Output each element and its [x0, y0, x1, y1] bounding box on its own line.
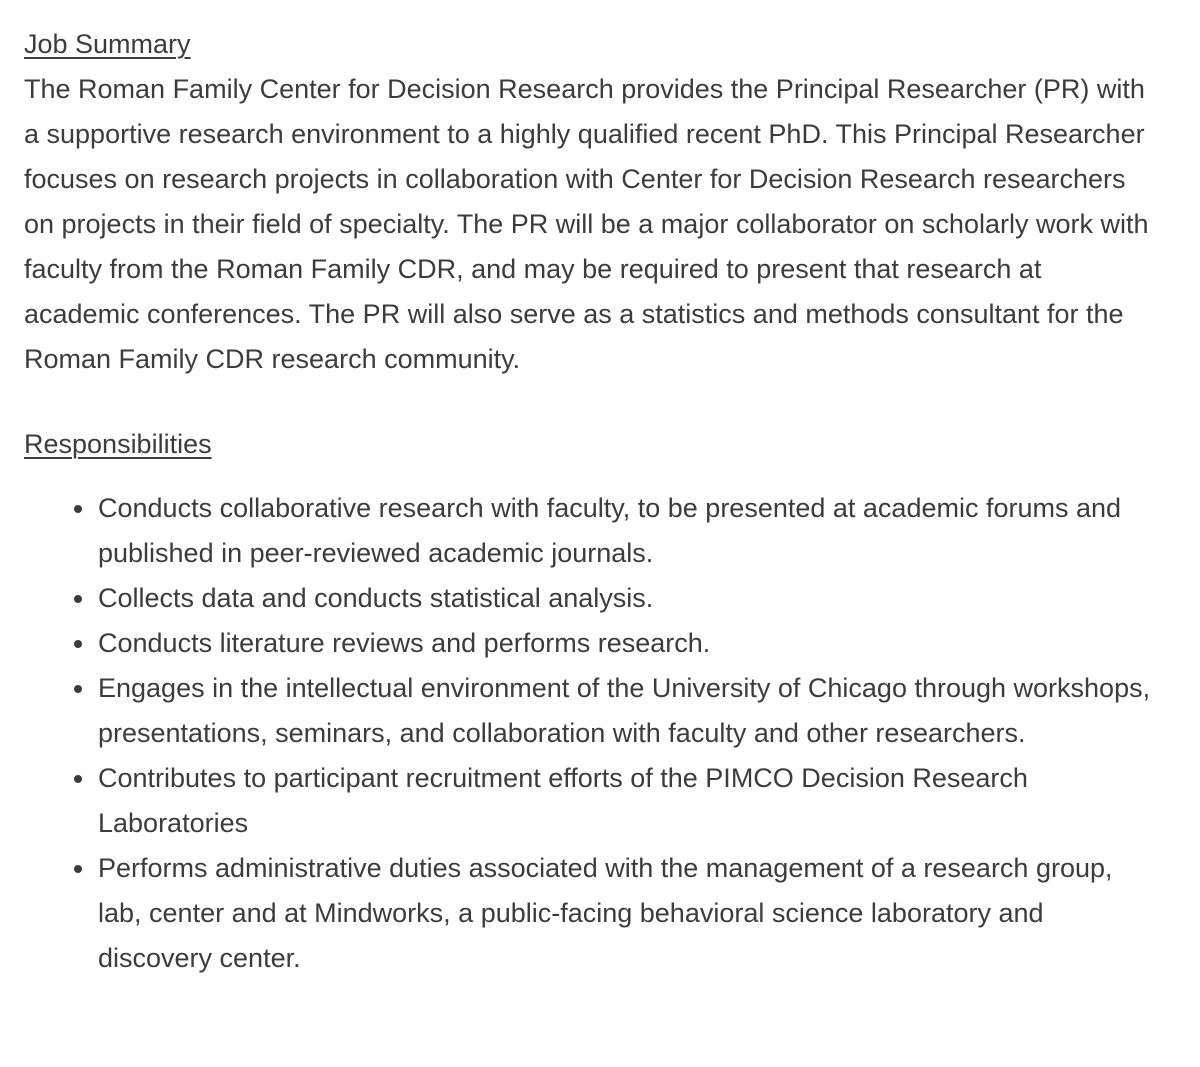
bullet-icon: [74, 595, 82, 603]
job-summary-section: [24, 22, 1160, 382]
list-item-text: Performs administrative duties associated with the management of a research group, lab, center and at Mindworks, a public-facing behavioral science laboratory and discovery center.: [98, 853, 1113, 973]
list-item: [24, 846, 1160, 981]
bullet-icon: [74, 505, 82, 513]
list-item: [24, 621, 1160, 666]
responsibilities-list: [24, 486, 1160, 981]
bullet-icon: [74, 775, 82, 783]
list-item: [24, 666, 1160, 756]
bullet-icon: [74, 685, 82, 693]
job-summary-paragraph: The Roman Family Center for Decision Research provides the Principal Researcher (PR) with a supportive research environment to a highly qualified recent PhD. This Principal Researcher focuses on research projects in collaboration with Center for Decision Research researchers on projects in their field of specialty. The PR will be a major collaborator on scholarly work with faculty from the Roman Family CDR, and may be required to present that research at academic conferences. The PR will also serve as a statistics and methods consultant for the Roman Family CDR research community.: [24, 74, 1149, 374]
job-summary-heading: Job Summary: [24, 29, 191, 59]
list-item-text: Conducts collaborative research with faculty, to be presented at academic forums and published in peer-reviewed academic journals.: [98, 493, 1122, 568]
bullet-icon: [74, 865, 82, 873]
responsibilities-heading: Responsibilities: [24, 429, 212, 459]
list-item: [24, 576, 1160, 621]
bullet-icon: [74, 640, 82, 648]
list-item-text: Contributes to participant recruitment efforts of the PIMCO Decision Research Laboratories: [98, 763, 1028, 838]
list-item-text: Collects data and conducts statistical analysis.: [98, 583, 654, 613]
list-item-text: Conducts literature reviews and performs research.: [98, 628, 711, 658]
list-item-text: Engages in the intellectual environment of the University of Chicago through workshops, presentations, seminars, and collaboration with faculty and other researchers.: [98, 673, 1151, 748]
list-item: [24, 756, 1160, 846]
list-item: [24, 486, 1160, 576]
responsibilities-section: [24, 422, 1160, 981]
